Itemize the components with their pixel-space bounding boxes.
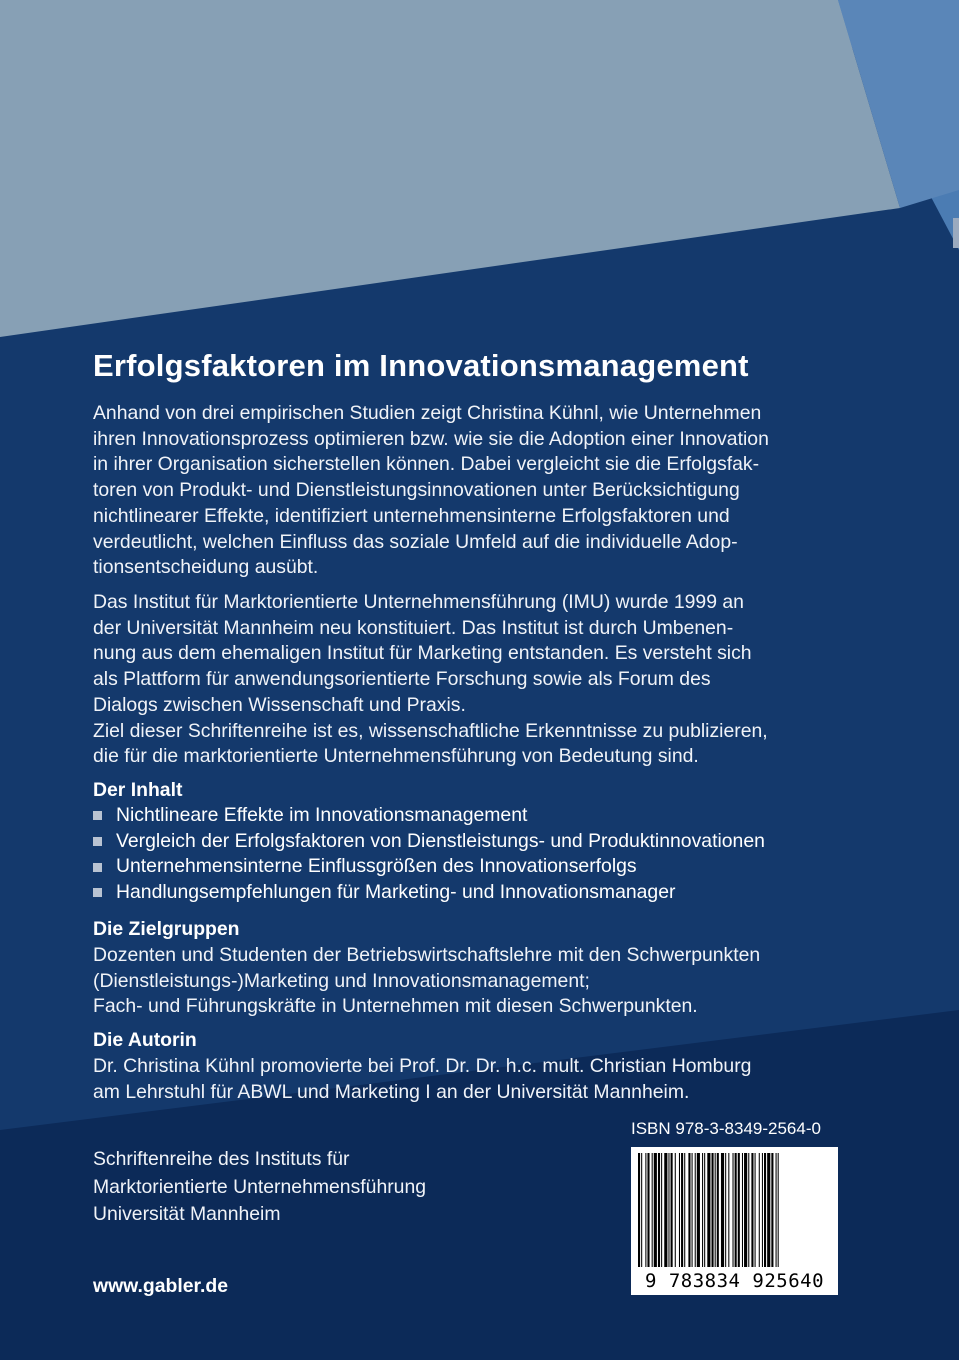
text-line: tionsentscheidung ausübt. — [93, 556, 319, 579]
barcode-bars — [636, 1153, 833, 1267]
barcode-bar — [668, 1153, 669, 1267]
text-line: Schriftenreihe des Instituts für — [93, 1148, 350, 1170]
text-line: verdeutlicht, welchen Einfluss das soziale Umfeld auf die individuelle Adop- — [93, 530, 738, 553]
text-line: nichtlinearer Effekte, identifiziert unternehmensinterne Erfolgsfaktoren und — [93, 504, 730, 527]
text-line: (Dienstleistungs-)Marketing und Innovationsmanagement; — [93, 969, 590, 992]
list-item — [93, 880, 765, 906]
autorin-text — [93, 1054, 863, 1105]
barcode-bar — [755, 1153, 756, 1267]
text-line: Universität Mannheim — [93, 1203, 281, 1225]
text-line: nung aus dem ehemaligen Institut für Marketing entstanden. Es versteht sich — [93, 642, 752, 665]
book-title: Erfolgsfaktoren im Innovationsmanagement — [93, 348, 749, 383]
barcode-bar — [661, 1153, 662, 1267]
text-line: der Universität Mannheim neu konstituiert. Das Institut ist durch Umbenen- — [93, 616, 734, 639]
text-line: Das Institut für Marktorientierte Unternehmensführung (IMU) wurde 1999 an — [93, 591, 744, 613]
zielgruppen-heading: Die Zielgruppen — [93, 918, 240, 940]
barcode-bar — [707, 1153, 710, 1267]
list-item — [93, 803, 765, 829]
barcode-bar — [702, 1153, 703, 1267]
inhalt-list — [93, 803, 765, 906]
inhalt-heading: Der Inhalt — [93, 779, 183, 801]
barcode-bar — [776, 1153, 777, 1267]
barcode-bar — [748, 1153, 749, 1267]
barcode-bar — [675, 1153, 676, 1267]
isbn-label: ISBN 978-3-8349-2564-0 — [631, 1119, 821, 1138]
publisher-url[interactable]: www.gabler.de — [93, 1275, 229, 1297]
barcode-bar — [735, 1153, 737, 1267]
barcode-bar — [759, 1153, 760, 1267]
barcode-bar — [738, 1153, 740, 1267]
edge-marker — [953, 218, 959, 248]
barcode-bar — [652, 1153, 653, 1267]
list-item-label: Vergleich der Erfolgsfaktoren von Dienstleistungs- und Produktinnovationen — [116, 829, 765, 852]
barcode-digits: 9 783834 925640 — [644, 1270, 825, 1292]
text-line: toren von Produkt- und Dienstleistungsinnovationen unter Berücksichtigung — [93, 479, 740, 502]
barcode-bar — [778, 1153, 779, 1267]
barcode-bar — [664, 1153, 667, 1267]
barcode-bar — [688, 1153, 690, 1267]
barcode-bar — [647, 1153, 649, 1267]
barcode-bar — [712, 1153, 714, 1267]
barcode-bar — [654, 1153, 657, 1267]
square-bullet-icon — [93, 811, 102, 820]
text-line: am Lehrstuhl für ABWL und Marketing I an der Universität Mannheim. — [93, 1080, 690, 1103]
barcode-bar — [704, 1153, 705, 1267]
barcode-bar — [728, 1153, 729, 1267]
barcode-bar — [725, 1153, 726, 1267]
text-line: Dr. Christina Kühnl promovierte bei Prof. Dr. Dr. h.c. mult. Christian Homburg — [93, 1055, 752, 1077]
list-item — [93, 829, 765, 855]
barcode-bar — [715, 1153, 716, 1267]
barcode-bar — [742, 1153, 743, 1267]
series-info — [93, 1146, 426, 1229]
zielgruppen-text — [93, 943, 863, 1020]
intro-paragraph — [93, 401, 863, 581]
barcode-bar — [638, 1153, 640, 1267]
barcode-bar — [695, 1153, 696, 1267]
square-bullet-icon — [93, 837, 102, 846]
text-line: Fach- und Führungskräfte in Unternehmen mit diesen Schwerpunkten. — [93, 995, 698, 1018]
barcode-bar — [684, 1153, 685, 1267]
barcode-bar — [767, 1153, 770, 1267]
text-line: Dozenten und Studenten der Betriebswirtschaftslehre mit den Schwerpunkten — [93, 944, 761, 966]
barcode-bar — [762, 1153, 763, 1267]
text-line: Marktorientierte Unternehmensführung — [93, 1175, 427, 1198]
barcode-bar — [658, 1153, 660, 1267]
autorin-heading: Die Autorin — [93, 1029, 197, 1051]
list-item-label: Nichtlineare Effekte im Innovationsmanagement — [116, 804, 528, 826]
barcode-bar — [717, 1153, 719, 1267]
barcode-bar — [697, 1153, 700, 1267]
text-line: als Plattform für anwendungsorientierte Forschung sowie als Forum des — [93, 668, 711, 691]
list-item-label: Unternehmensinterne Einflussgrößen des Innovationserfolgs — [116, 855, 637, 878]
barcode-bar — [671, 1153, 673, 1267]
list-item-label: Handlungsempfehlungen für Marketing- und Innovationsmanager — [116, 881, 676, 904]
text-line: Dialogs zwischen Wissenschaft und Praxis. — [93, 693, 466, 716]
barcode-bar — [679, 1153, 680, 1267]
list-item — [93, 854, 765, 880]
text-line: die für die marktorientierte Unternehmensführung von Bedeutung sind. — [93, 745, 699, 768]
square-bullet-icon — [93, 888, 102, 897]
barcode-bar — [721, 1153, 724, 1267]
text-line: Ziel dieser Schriftenreihe ist es, wissenschaftliche Erkenntnisse zu publizieren, — [93, 719, 768, 742]
barcode-bar — [692, 1153, 693, 1267]
barcode-bar — [733, 1153, 734, 1267]
barcode-bar — [751, 1153, 753, 1267]
barcode-bar — [744, 1153, 747, 1267]
barcode-bar — [681, 1153, 683, 1267]
text-line: ihren Innovationsprozess optimieren bzw. wie sie die Adoption einer Innovation — [93, 427, 769, 450]
text-line: in ihrer Organisation sicherstellen können. Dabei vergleicht sie die Erfolgsfak- — [93, 453, 760, 476]
text-line: Anhand von drei empirischen Studien zeigt Christina Kühnl, wie Unternehmen — [93, 402, 762, 424]
barcode-bar — [764, 1153, 766, 1267]
square-bullet-icon — [93, 863, 102, 872]
barcode — [631, 1147, 838, 1295]
barcode-bar — [771, 1153, 773, 1267]
barcode-bar — [641, 1153, 642, 1267]
barcode-bar — [645, 1153, 646, 1267]
institute-paragraph — [93, 590, 863, 770]
